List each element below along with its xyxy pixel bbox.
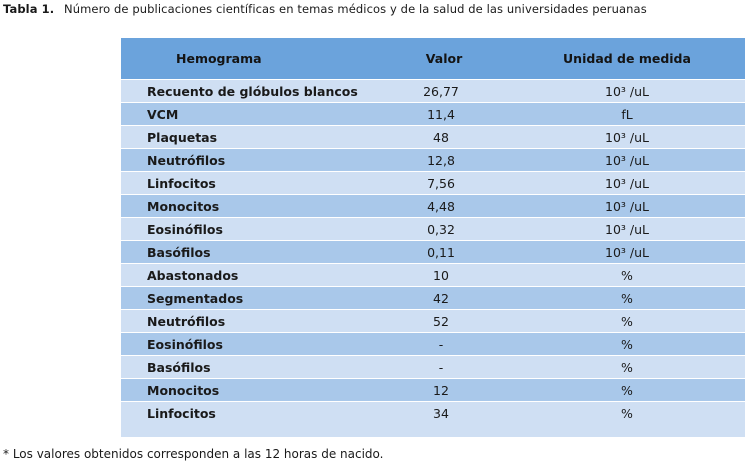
row-value: 7,56 <box>379 171 509 194</box>
row-parameter-name: Monocitos <box>121 378 379 401</box>
table-row <box>121 79 745 102</box>
row-parameter-name: Eosinófilos <box>121 217 379 240</box>
row-parameter-name: Eosinófilos <box>121 332 379 355</box>
row-parameter-name: Segmentados <box>121 286 379 309</box>
table-row <box>121 240 745 263</box>
table-row <box>121 148 745 171</box>
row-parameter-name: Abastonados <box>121 263 379 286</box>
row-unit: % <box>509 286 745 309</box>
table-row <box>121 332 745 355</box>
row-value: 0,11 <box>379 240 509 263</box>
row-value: 26,77 <box>379 79 509 102</box>
row-unit: % <box>509 309 745 332</box>
row-parameter-name: Linfocitos <box>121 401 379 424</box>
header-unidad: Unidad de medida <box>509 38 745 79</box>
row-value: 12 <box>379 378 509 401</box>
table-body <box>121 79 745 424</box>
header-hemograma: Hemograma <box>121 38 379 79</box>
row-unit: % <box>509 332 745 355</box>
table-row <box>121 171 745 194</box>
table-row <box>121 401 745 424</box>
table-row <box>121 309 745 332</box>
table-row <box>121 194 745 217</box>
hemogram-table <box>121 38 745 424</box>
header-row <box>121 38 745 79</box>
row-unit: 10³ /uL <box>509 194 745 217</box>
row-parameter-name: Basófilos <box>121 355 379 378</box>
row-parameter-name: Basófilos <box>121 240 379 263</box>
row-parameter-name: Neutrófilos <box>121 148 379 171</box>
hemogram-table-container <box>121 38 745 437</box>
table-row <box>121 217 745 240</box>
row-parameter-name: Linfocitos <box>121 171 379 194</box>
table-row <box>121 355 745 378</box>
row-value: 10 <box>379 263 509 286</box>
row-unit: % <box>509 355 745 378</box>
row-value: 11,4 <box>379 102 509 125</box>
row-unit: 10³ /uL <box>509 171 745 194</box>
row-value: 12,8 <box>379 148 509 171</box>
table-row <box>121 102 745 125</box>
row-parameter-name: Neutrófilos <box>121 309 379 332</box>
row-unit: 10³ /uL <box>509 148 745 171</box>
caption-text: Número de publicaciones científicas en temas médicos y de la salud de las universidades peruanas <box>64 2 647 16</box>
row-unit: % <box>509 401 745 424</box>
table-row <box>121 125 745 148</box>
table-header <box>121 38 745 79</box>
row-value: 52 <box>379 309 509 332</box>
row-parameter-name: Plaquetas <box>121 125 379 148</box>
row-value: 0,32 <box>379 217 509 240</box>
row-unit: % <box>509 263 745 286</box>
table-row <box>121 378 745 401</box>
caption-label: Tabla 1. <box>3 2 55 16</box>
row-unit: 10³ /uL <box>509 79 745 102</box>
row-unit: 10³ /uL <box>509 217 745 240</box>
header-valor: Valor <box>379 38 509 79</box>
row-value: 4,48 <box>379 194 509 217</box>
row-value: 48 <box>379 125 509 148</box>
row-unit: fL <box>509 102 745 125</box>
row-unit: 10³ /uL <box>509 125 745 148</box>
row-parameter-name: Recuento de glóbulos blancos <box>121 79 379 102</box>
row-value: - <box>379 332 509 355</box>
row-unit: 10³ /uL <box>509 240 745 263</box>
row-unit: % <box>509 378 745 401</box>
row-parameter-name: VCM <box>121 102 379 125</box>
row-value: - <box>379 355 509 378</box>
row-value: 42 <box>379 286 509 309</box>
row-parameter-name: Monocitos <box>121 194 379 217</box>
table-row <box>121 286 745 309</box>
row-value: 34 <box>379 401 509 424</box>
table-row <box>121 263 745 286</box>
table-footnote: * Los valores obtenidos corresponden a las 12 horas de nacido. <box>3 447 384 461</box>
table-caption <box>3 2 647 16</box>
